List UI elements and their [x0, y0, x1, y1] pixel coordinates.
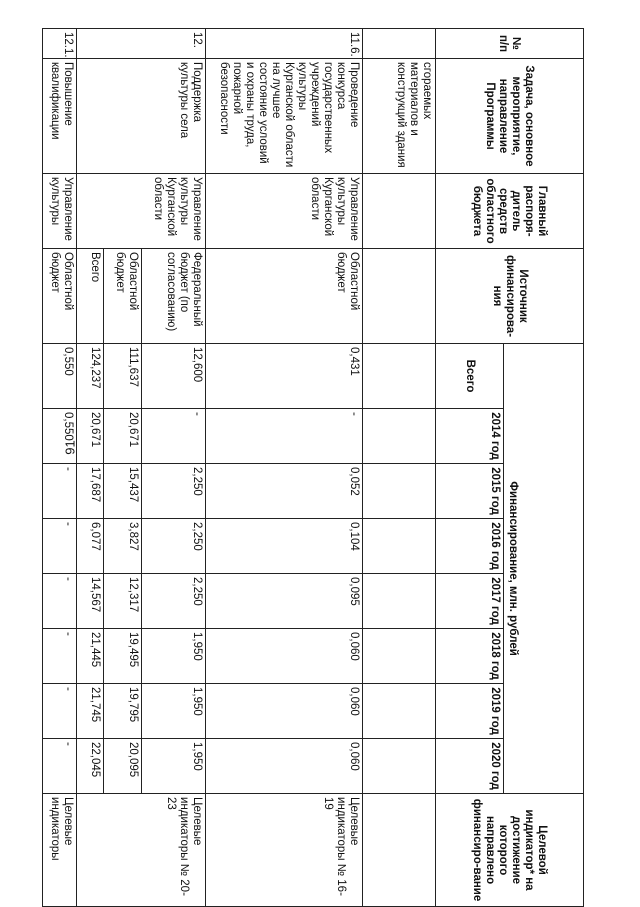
header-row-1: [504, 29, 584, 907]
header-source: Источник финансирова-ния: [436, 249, 584, 344]
cell-2018: 1,950: [142, 629, 206, 684]
header-indicator: Целевой индикатор* на достижение которого направлено финансиро-вание: [436, 794, 584, 907]
cell-2014: 20,671: [77, 409, 104, 464]
cell-2020: 0,060: [206, 739, 363, 794]
cell-num: [363, 29, 436, 59]
cell-2015: 0,052: [206, 464, 363, 519]
cell-task: сгораемых материалов и конструкций здания: [363, 59, 436, 174]
cell-2014: 0,550: [43, 409, 77, 464]
cell-indicator: Целевые индикаторы: [43, 794, 77, 907]
cell-source: Всего: [77, 249, 104, 344]
cell-2018: 19,495: [104, 629, 142, 684]
table-row: [206, 29, 363, 907]
cell-2015: -: [43, 464, 77, 519]
cell-2014: 20,671: [104, 409, 142, 464]
cell-task: Поддержка культуры села: [77, 59, 206, 174]
cell-indicator: [363, 794, 436, 907]
cell-source: Федеральный бюджет (по согласованию): [142, 249, 206, 344]
cell-2018: -: [43, 629, 77, 684]
cell-total: [363, 344, 436, 409]
cell-total: 12,600: [142, 344, 206, 409]
cell-2014: -: [206, 409, 363, 464]
cell-source: Областной бюджет: [104, 249, 142, 344]
cell-indicator: Целевые индикаторы № 16-19: [206, 794, 363, 907]
table-row: [43, 29, 77, 907]
cell-2016: 3,827: [104, 519, 142, 574]
cell-2020: [363, 739, 436, 794]
header-year-2015: 2015 год: [436, 464, 504, 519]
cell-source: Областной бюджет: [43, 249, 77, 344]
cell-admin: Управление культуры Курганской области: [206, 174, 363, 249]
cell-total: 0,431: [206, 344, 363, 409]
cell-2015: 17,687: [77, 464, 104, 519]
header-year-2018: 2018 год: [436, 629, 504, 684]
header-num: № п/п: [436, 29, 584, 59]
cell-task: Повышение квалификации: [43, 59, 77, 174]
cell-2020: 22,045: [77, 739, 104, 794]
cell-2018: [363, 629, 436, 684]
cell-admin: [363, 174, 436, 249]
cell-admin: Управление культуры: [43, 174, 77, 249]
cell-2016: [363, 519, 436, 574]
cell-2017: [363, 574, 436, 629]
cell-2019: [363, 684, 436, 739]
header-total: Всего: [436, 344, 504, 409]
cell-num: 12.1.: [43, 29, 77, 59]
cell-2015: 15,437: [104, 464, 142, 519]
cell-2017: -: [43, 574, 77, 629]
cell-2016: 2,250: [142, 519, 206, 574]
cell-2016: 0,104: [206, 519, 363, 574]
cell-2019: 0,060: [206, 684, 363, 739]
cell-total: 124,237: [77, 344, 104, 409]
header-year-2014: 2014 год: [436, 409, 504, 464]
cell-2018: 21,445: [77, 629, 104, 684]
cell-indicator: Целевые индикаторы № 20-23: [77, 794, 206, 907]
header-year-2017: 2017 год: [436, 574, 504, 629]
cell-2016: -: [43, 519, 77, 574]
header-year-2019: 2019 год: [436, 684, 504, 739]
table-row: [363, 29, 436, 907]
cell-task: Проведение конкурса государственных учреждений культуры Курганской области на лучшее состояние условий и охраны труда, пожарной безопасности: [206, 59, 363, 174]
cell-total: 0,550: [43, 344, 77, 409]
rotated-page-content: [42, 28, 584, 907]
cell-2019: -: [43, 684, 77, 739]
cell-2020: 1,950: [142, 739, 206, 794]
page-number: 91: [62, 440, 78, 455]
cell-2017: 14,567: [77, 574, 104, 629]
header-task: Задача, основное мероприятие, направление Программы: [436, 59, 584, 174]
cell-2017: 0,095: [206, 574, 363, 629]
cell-2019: 1,950: [142, 684, 206, 739]
table-row: [142, 29, 206, 907]
cell-num: 11.6.: [206, 29, 363, 59]
cell-2016: 6,077: [77, 519, 104, 574]
cell-source: [363, 249, 436, 344]
header-financing: Финансирование, млн. рублей: [504, 344, 584, 794]
cell-num: 12.: [77, 29, 206, 59]
cell-2020: -: [43, 739, 77, 794]
cell-2019: 21,745: [77, 684, 104, 739]
cell-2017: 12,317: [104, 574, 142, 629]
cell-2018: 0,060: [206, 629, 363, 684]
cell-source: Областной бюджет: [206, 249, 363, 344]
cell-2015: [363, 464, 436, 519]
cell-2014: [363, 409, 436, 464]
header-admin: Главный распоря-дитель средств областного бюджета: [436, 174, 584, 249]
cell-total: 111,637: [104, 344, 142, 409]
cell-2017: 2,250: [142, 574, 206, 629]
header-year-2016: 2016 год: [436, 519, 504, 574]
header-year-2020: 2020 год: [436, 739, 504, 794]
cell-2020: 20,095: [104, 739, 142, 794]
cell-2015: 2,250: [142, 464, 206, 519]
financing-table: [42, 28, 584, 907]
cell-2014: -: [142, 409, 206, 464]
cell-admin: Управление культуры Курганской области: [77, 174, 206, 249]
cell-2019: 19,795: [104, 684, 142, 739]
